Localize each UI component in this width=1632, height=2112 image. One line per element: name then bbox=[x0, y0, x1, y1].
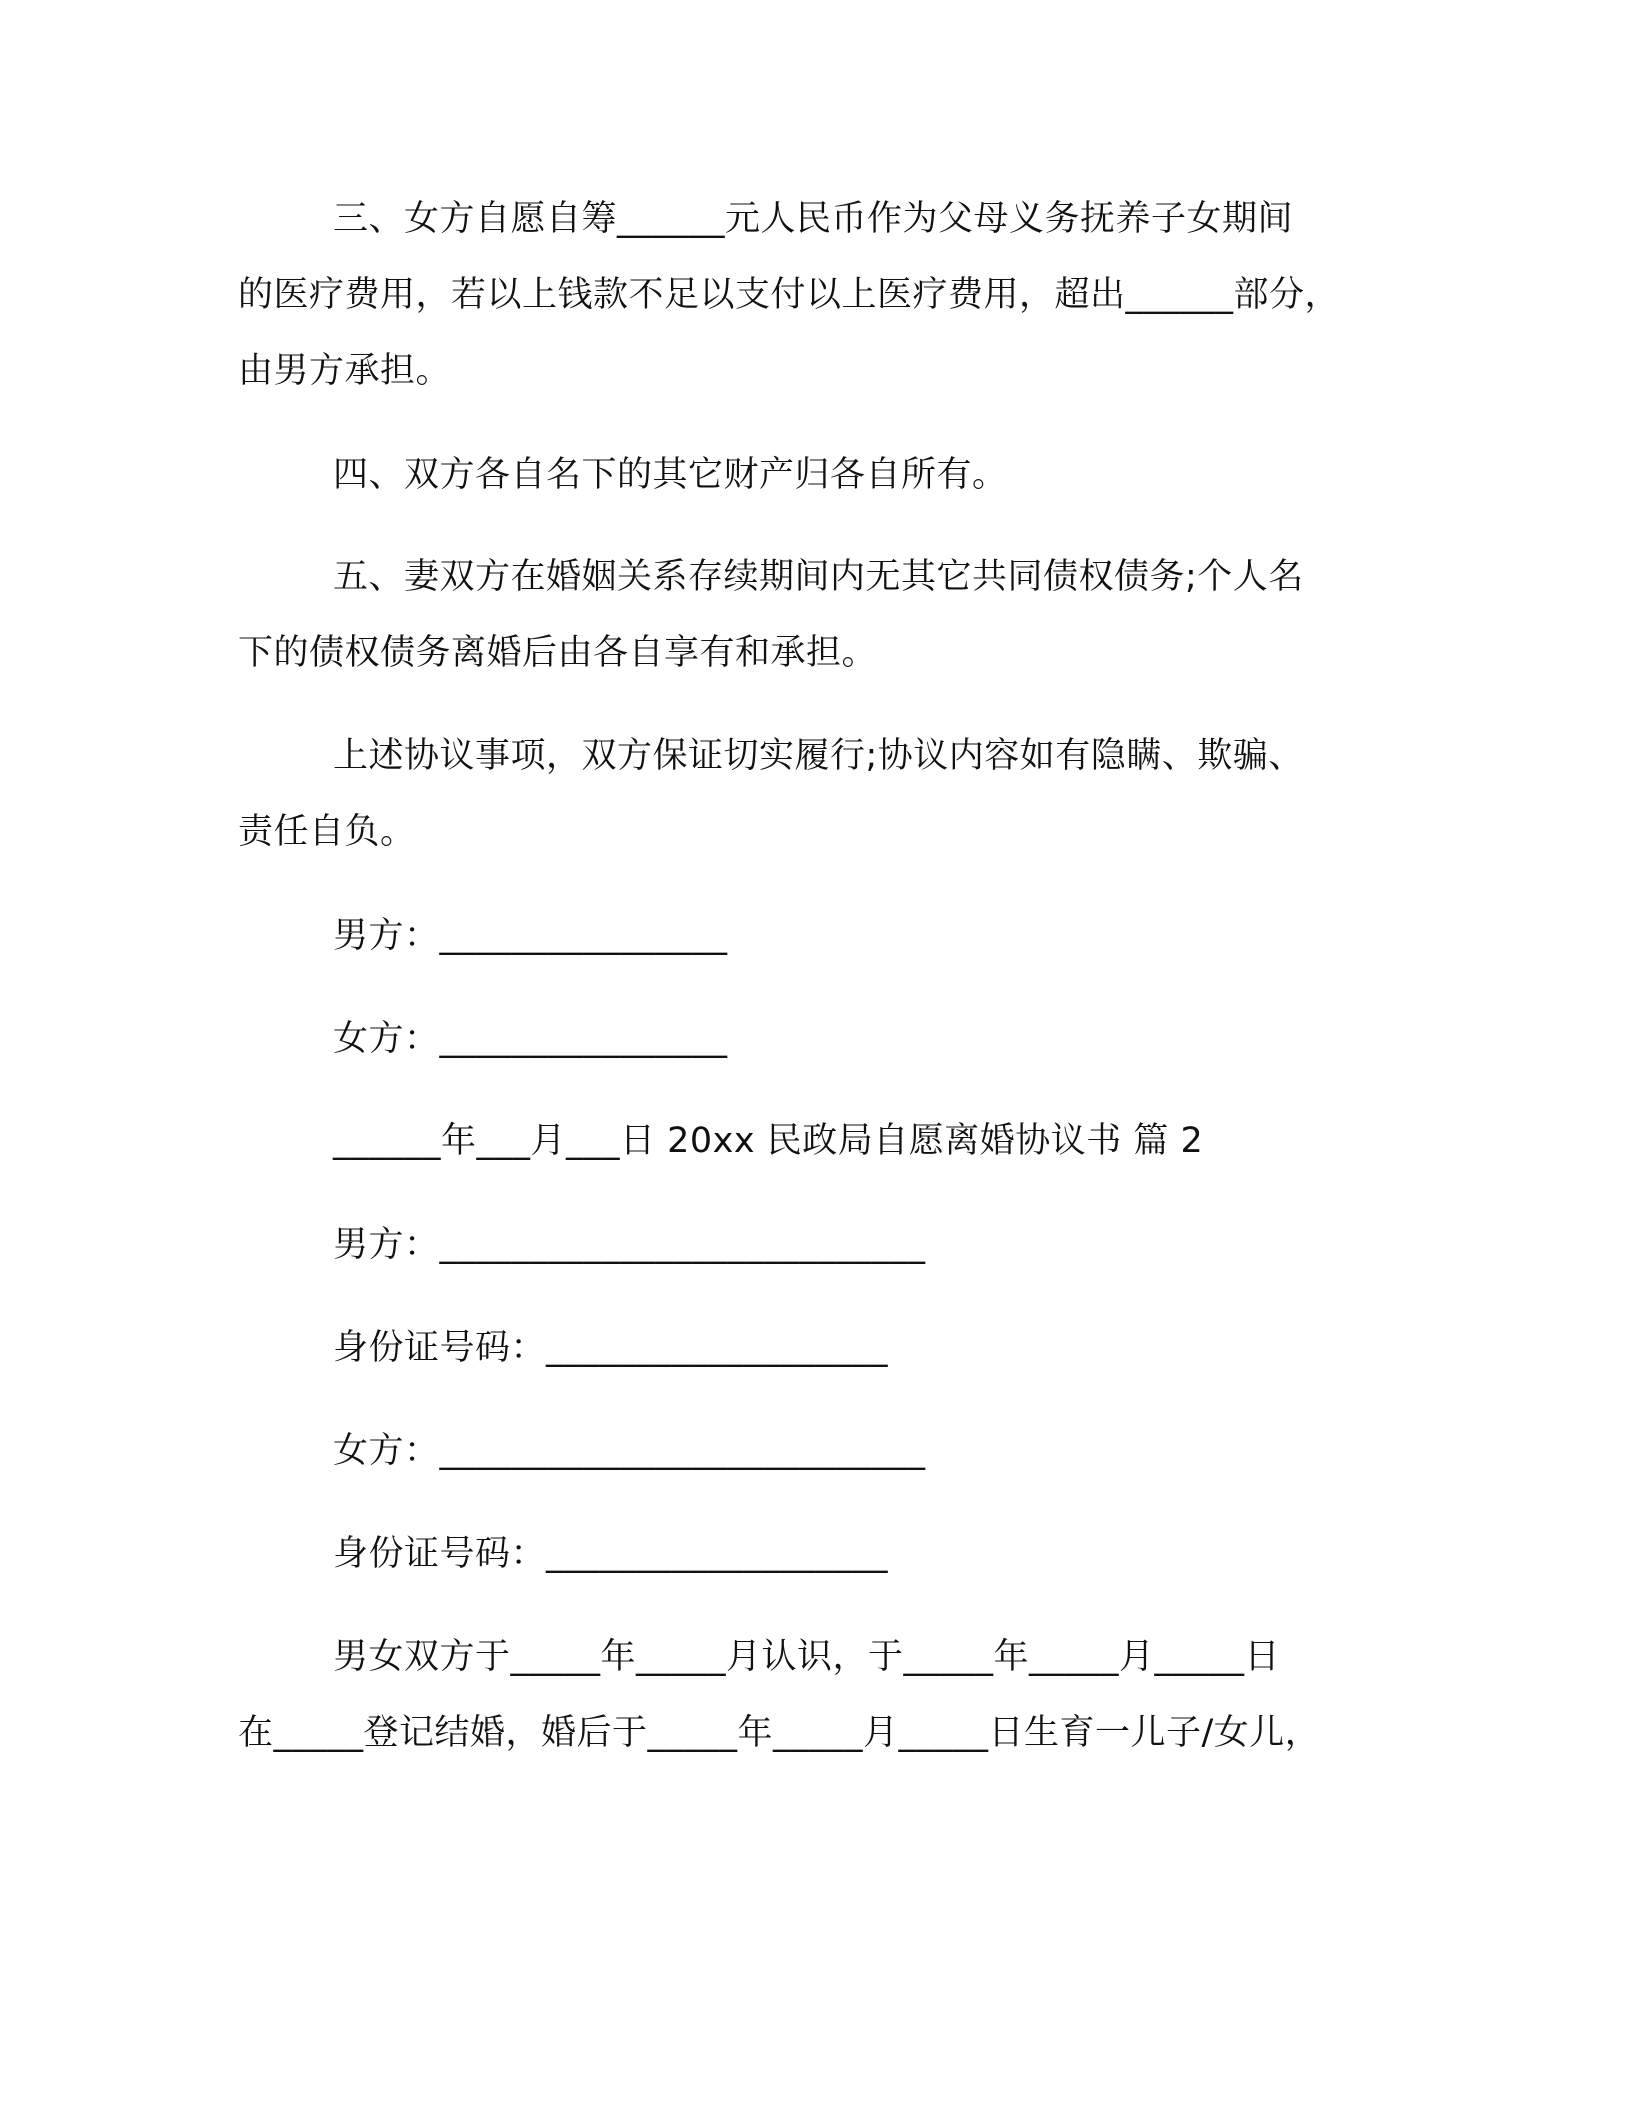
clause-4: 四、双方各自名下的其它财产归各自所有。 bbox=[333, 455, 1008, 495]
guarantee-line-1: 上述协议事项，双方保证切实履行;协议内容如有隐瞒、欺骗、 bbox=[333, 736, 1304, 776]
clause-3-line-3: 由男方承担。 bbox=[238, 351, 452, 391]
marriage-history-line-1: 男女双方于_____年_____月认识，于_____年_____月_____日 bbox=[333, 1637, 1281, 1677]
female-signature-line: 女方：________________ bbox=[333, 1019, 728, 1059]
female-id-number-field: 身份证号码：___________________ bbox=[333, 1534, 889, 1574]
date-and-section-title: ______年___月___日 20xx 民政局自愿离婚协议书 篇 2 bbox=[333, 1121, 1204, 1161]
clause-5-line-1: 五、妻双方在婚姻关系存续期间内无其它共同债权债务;个人名 bbox=[333, 557, 1304, 597]
male-name-field: 男方：___________________________ bbox=[333, 1225, 926, 1265]
male-signature-line: 男方：________________ bbox=[333, 916, 728, 956]
clause-5-line-2: 下的债权债务离婚后由各自享有和承担。 bbox=[238, 633, 878, 673]
female-name-field: 女方：___________________________ bbox=[333, 1431, 926, 1471]
guarantee-line-2: 责任自负。 bbox=[238, 812, 416, 852]
clause-3-line-2: 的医疗费用，若以上钱款不足以支付以上医疗费用，超出______部分， bbox=[238, 275, 1341, 315]
male-id-number-field: 身份证号码：___________________ bbox=[333, 1328, 889, 1368]
marriage-history-line-2: 在_____登记结婚，婚后于_____年_____月_____日生育一儿子/女儿， bbox=[238, 1713, 1321, 1753]
clause-3-line-1: 三、女方自愿自筹______元人民币作为父母义务抚养子女期间 bbox=[333, 199, 1294, 239]
